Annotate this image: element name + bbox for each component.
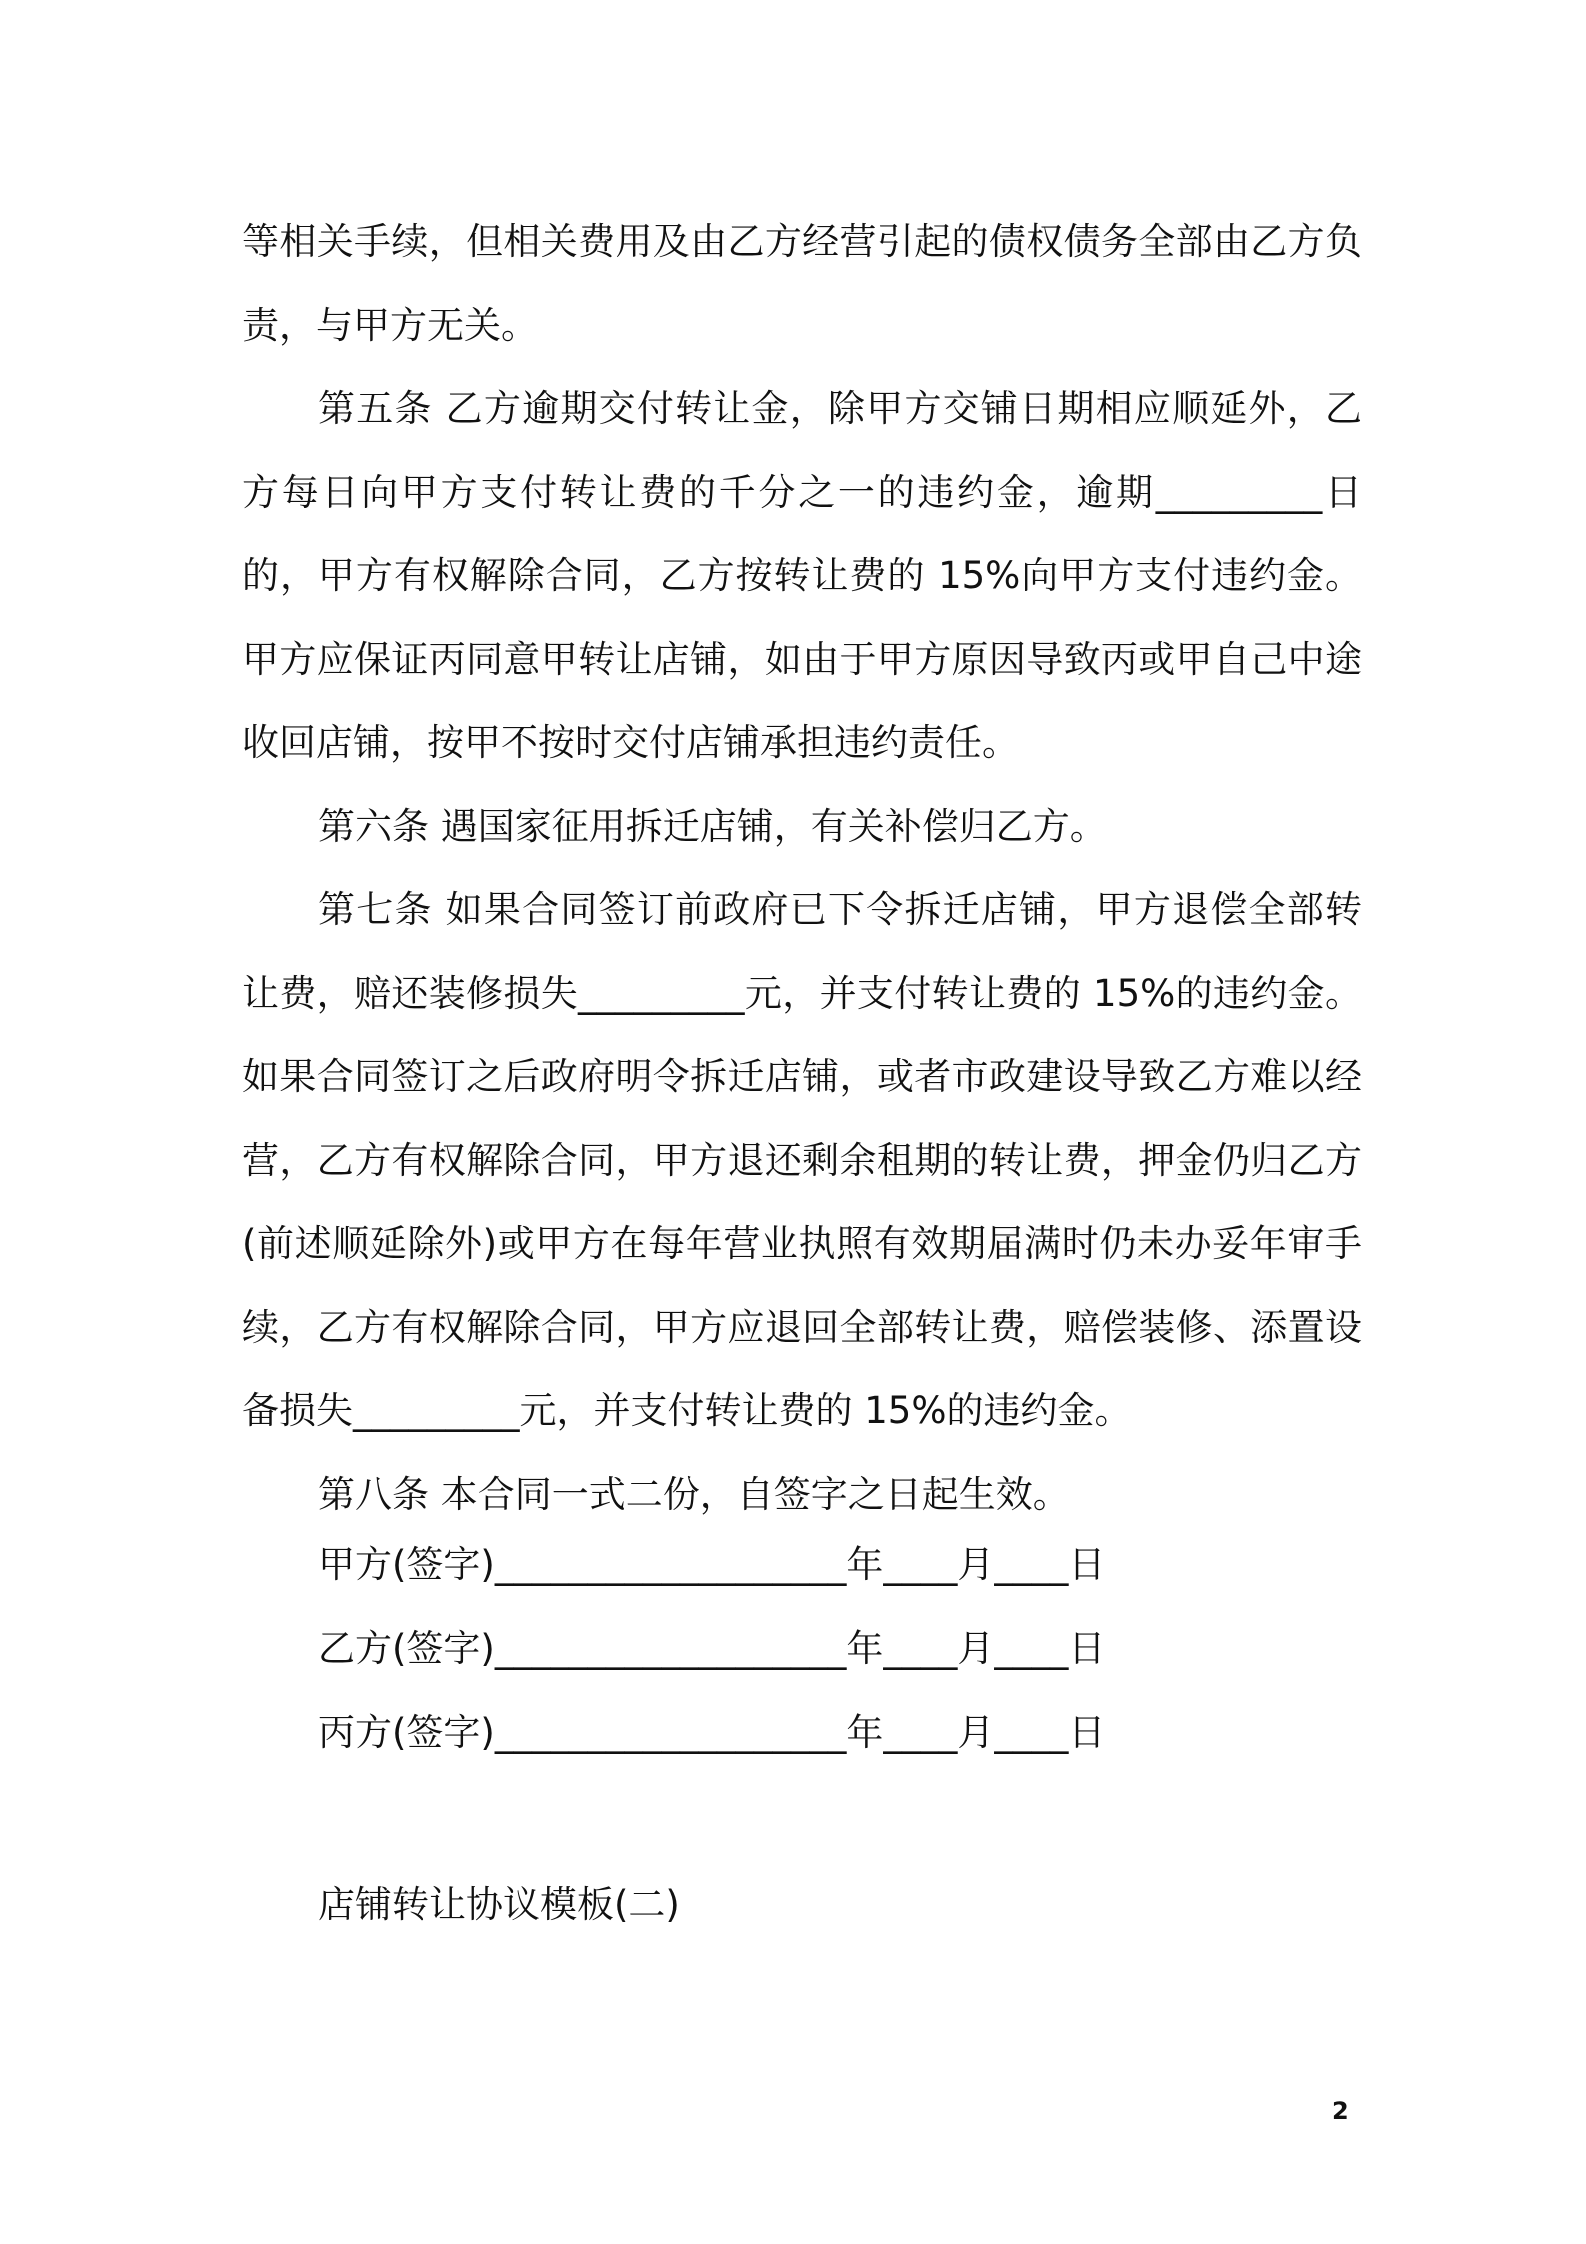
article-8: 第八条 本合同一式二份，自签字之日起生效。 [318, 1472, 1070, 1516]
signature-line-party-b: 乙方(签字)___________________年____月____日 [318, 1627, 1106, 1670]
signature-line-party-a: 甲方(签字)___________________年____月____日 [318, 1543, 1106, 1586]
article-7: 第七条 如果合同签订前政府已下令拆迁店铺，甲方退偿全部转让费，赔还装修损失_________元，并支付转让费的 15%的违约金。如果合同签订之后政府明令拆迁店铺，或者市政建设导致乙方难以经营，乙方有权解除合同，甲方退还剩余租期的转让费，押金仍归乙方(前述顺延除外)或甲方在每年营业执照有效期届满时仍未办妥年审手续，乙方有权解除合同，甲方应退回全部转让费，赔偿装修、添置设备损失_________元，并支付转让费的 15%的违约金。 [242, 888, 1362, 1432]
article-6: 第六条 遇国家征用拆迁店铺，有关补偿归乙方。 [318, 804, 1107, 848]
signature-line-party-c: 丙方(签字)___________________年____月____日 [318, 1711, 1106, 1754]
page-number: 2 [1332, 2097, 1349, 2125]
contract-body [242, 200, 1362, 1536]
paragraph-continued: 等相关手续，但相关费用及由乙方经营引起的债权债务全部由乙方负责，与甲方无关。 [242, 220, 1362, 347]
template-heading: 店铺转让协议模板(二) [318, 1883, 680, 1926]
article-5: 第五条 乙方逾期交付转让金，除甲方交铺日期相应顺延外，乙方每日向甲方支付转让费的千分之一的违约金，逾期_________日的，甲方有权解除合同，乙方按转让费的 15%向甲方支付违约金。甲方应保证丙同意甲转让店铺，如由于甲方原因导致丙或甲自己中途收回店铺，按甲不按时交付店铺承担违约责任。 [242, 387, 1362, 764]
